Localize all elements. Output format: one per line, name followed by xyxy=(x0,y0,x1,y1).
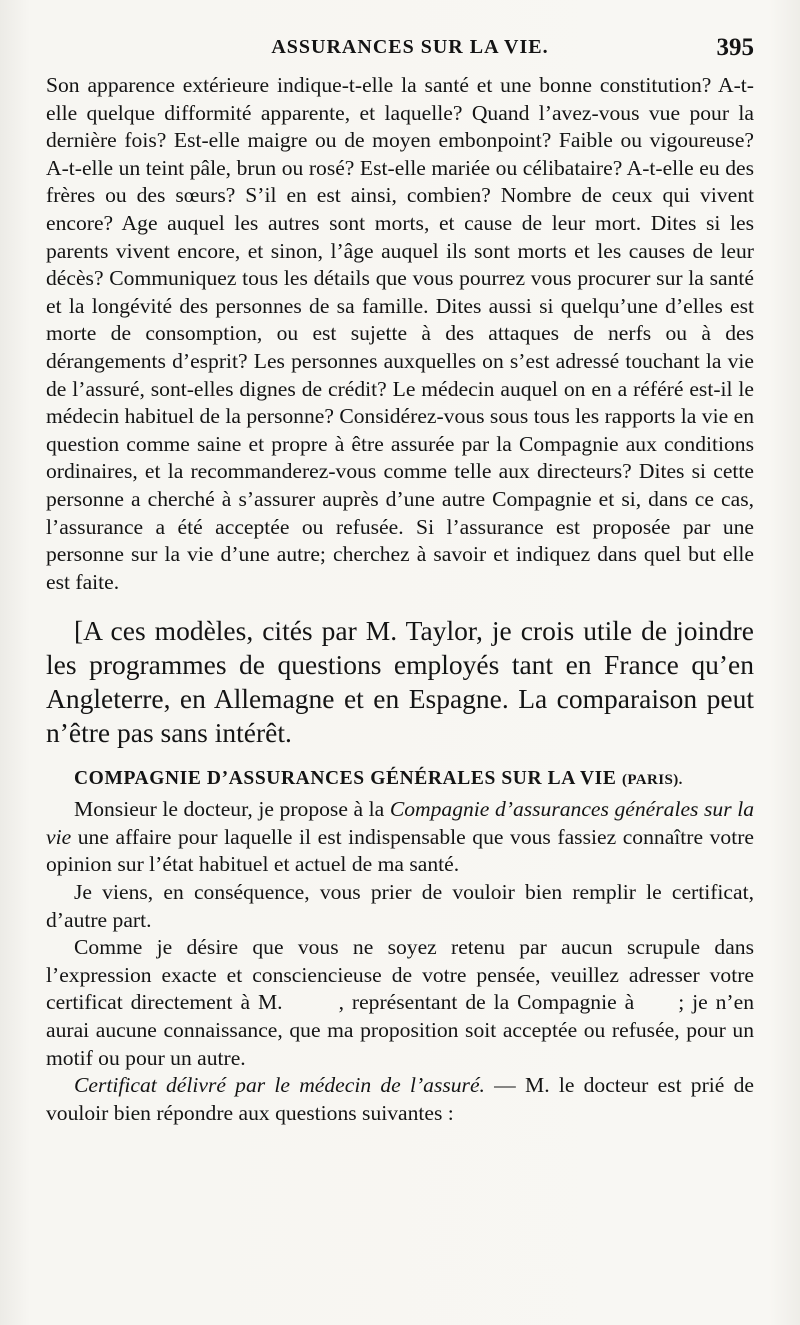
letter-intro-end: une affaire pour laquelle il est indispensable que vous fassiez connaître votre opinion sur l’état habituel et actuel de ma santé. xyxy=(46,824,754,877)
page-number: 395 xyxy=(716,34,754,61)
certificate-title: Certificat délivré par le médecin de l’assuré. xyxy=(74,1073,485,1098)
section-heading-title: COMPAGNIE D’ASSURANCES GÉNÉRALES SUR LA VIE xyxy=(74,768,617,790)
confidentiality-middle: , représentant de la Compagnie à xyxy=(338,990,635,1015)
letter-intro-start: Monsieur le docteur, je propose à la xyxy=(74,797,390,822)
section-heading xyxy=(46,768,754,790)
paragraph-letter-intro xyxy=(46,796,754,879)
company-name: Compagnie d’assurances générales sur la vie xyxy=(46,797,755,849)
paragraph-request: Je viens, en conséquence, vous prier de vouloir bien remplir le certificat, d’autre part. xyxy=(46,880,754,932)
running-head xyxy=(46,36,754,72)
confidentiality-start: Comme je désire que vous ne soyez retenu par aucun scrupule dans l’expression exacte et consciencieuse de votre pensée, veuillez adresser votre certificat directement à M. xyxy=(46,935,754,1015)
section-heading-city: (PARIS). xyxy=(621,772,683,789)
paragraph-certificate xyxy=(46,1072,754,1127)
running-title: ASSURANCES SUR LA VIE. xyxy=(271,36,549,58)
confidentiality-end: ; je n’en aurai aucune connaissance, que ma proposition soit acceptée ou refusée, pour un motif ou pour un autre. xyxy=(46,990,754,1070)
paragraph-editor-note: [A ces modèles, cités par M. Taylor, je crois utile de joindre les programmes de questions employés tant en France qu’en Angleterre, en Allemagne et en Espagne. La comparaison peut n’être pas sans intérêt. xyxy=(46,615,754,749)
paragraph-questions: Son apparence extérieure indique-t-elle la santé et une bonne constitution? A-t-elle quelque difformité apparente, et laquelle? Quand l’avez-vous vue pour la dernière fois? Est-elle maigre ou de moyen embonpoint? Faible ou vigoureuse? A-t-elle un teint pâle, brun ou rosé? Est-elle mariée ou célibataire? A-t-elle eu des frères ou des sœurs? S’il en est ainsi, combien? Nombre de ceux qui vivent encore? Age auquel les autres sont morts, et cause de leur mort. Dites si les parents vivent encore, et sinon, l’âge auquel ils sont morts et les causes de leur décès? Communiquez tous les détails que vous pourrez vous procurer sur la santé et la longévité des personnes de sa famille. Dites aussi si quelqu’une d’elles est morte de consomption, ou est sujette à des attaques de nerfs ou à des dérangements d’esprit? Les personnes auxquelles on s’est adressé touchant la vie de l’assuré, sont-elles dignes de crédit? Le médecin auquel on en a référé est-il le médecin habituel de la personne? Considérez-vous sous tous les rapports la vie en question comme saine et propre à être assurée par la Compagnie aux conditions ordinaires, et la recommanderez-vous comme telle aux directeurs? Dites si cette personne a cherché à s’assurer auprès d’une autre Compagnie et si, dans ce cas, l’assurance a été acceptée ou refusée. Si l’assurance est proposée par une personne sur la vie d’une autre; cherchez à savoir et indiquez dans quel but elle est faite. xyxy=(46,73,754,594)
certificate-text: — M. le docteur est prié de vouloir bien répondre aux questions suivantes : xyxy=(46,1073,754,1125)
paragraph-confidentiality xyxy=(46,934,754,1072)
